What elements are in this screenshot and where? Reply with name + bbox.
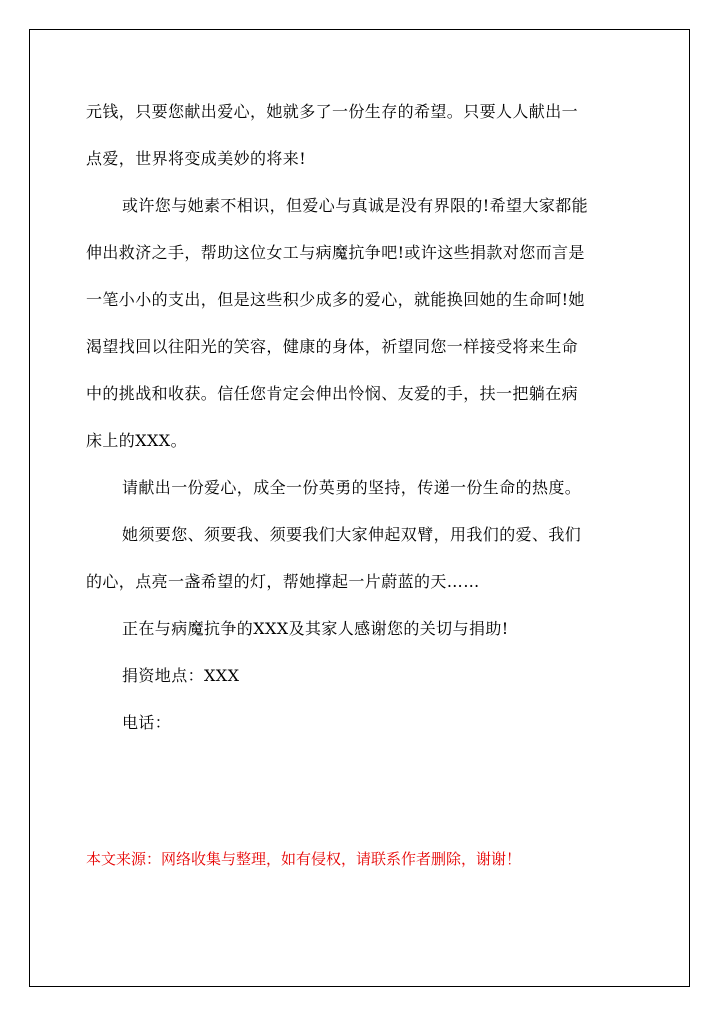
text-line-1: 元钱，只要您献出爱心，她就多了一份生存的希望。只要人人献出一 [86, 102, 579, 121]
text-line-6: 渴望找回以往阳光的笑容，健康的身体，祈望同您一样接受将来生命 [86, 337, 579, 356]
page-frame [29, 29, 690, 987]
text-line-11: 的心，点亮一盏希望的灯，帮她撑起一片蔚蓝的天…… [86, 572, 480, 591]
text-line-4: 伸出救济之手，帮助这位女工与病魔抗争吧!或许这些捐款对您而言是 [86, 243, 585, 262]
text-line-3: 或许您与她素不相识，但爱心与真诚是没有界限的!希望大家都能 [122, 196, 589, 215]
text-line-8: 床上的XXX。 [86, 431, 187, 450]
text-line-5: 一笔小小的支出，但是这些积少成多的爱心，就能换回她的生命呵!她 [86, 290, 585, 309]
phone-label: 电话： [122, 713, 172, 732]
donation-location: 捐资地点：XXX [122, 666, 240, 685]
source-note: 本文来源：网络收集与整理，如有侵权，请联系作者删除，谢谢！ [86, 850, 522, 868]
text-line-9: 请献出一份爱心，成全一份英勇的坚持，传递一份生命的热度。 [122, 478, 582, 497]
text-line-2: 点爱，世界将变成美妙的将来! [86, 149, 307, 168]
text-line-7: 中的挑战和收获。信任您肯定会伸出怜悯、友爱的手，扶一把躺在病 [86, 384, 579, 403]
text-line-10: 她须要您、须要我、须要我们大家伸起双臂，用我们的爱、我们 [122, 525, 582, 544]
text-line-12: 正在与病魔抗争的XXX及其家人感谢您的关切与捐助! [122, 619, 509, 638]
